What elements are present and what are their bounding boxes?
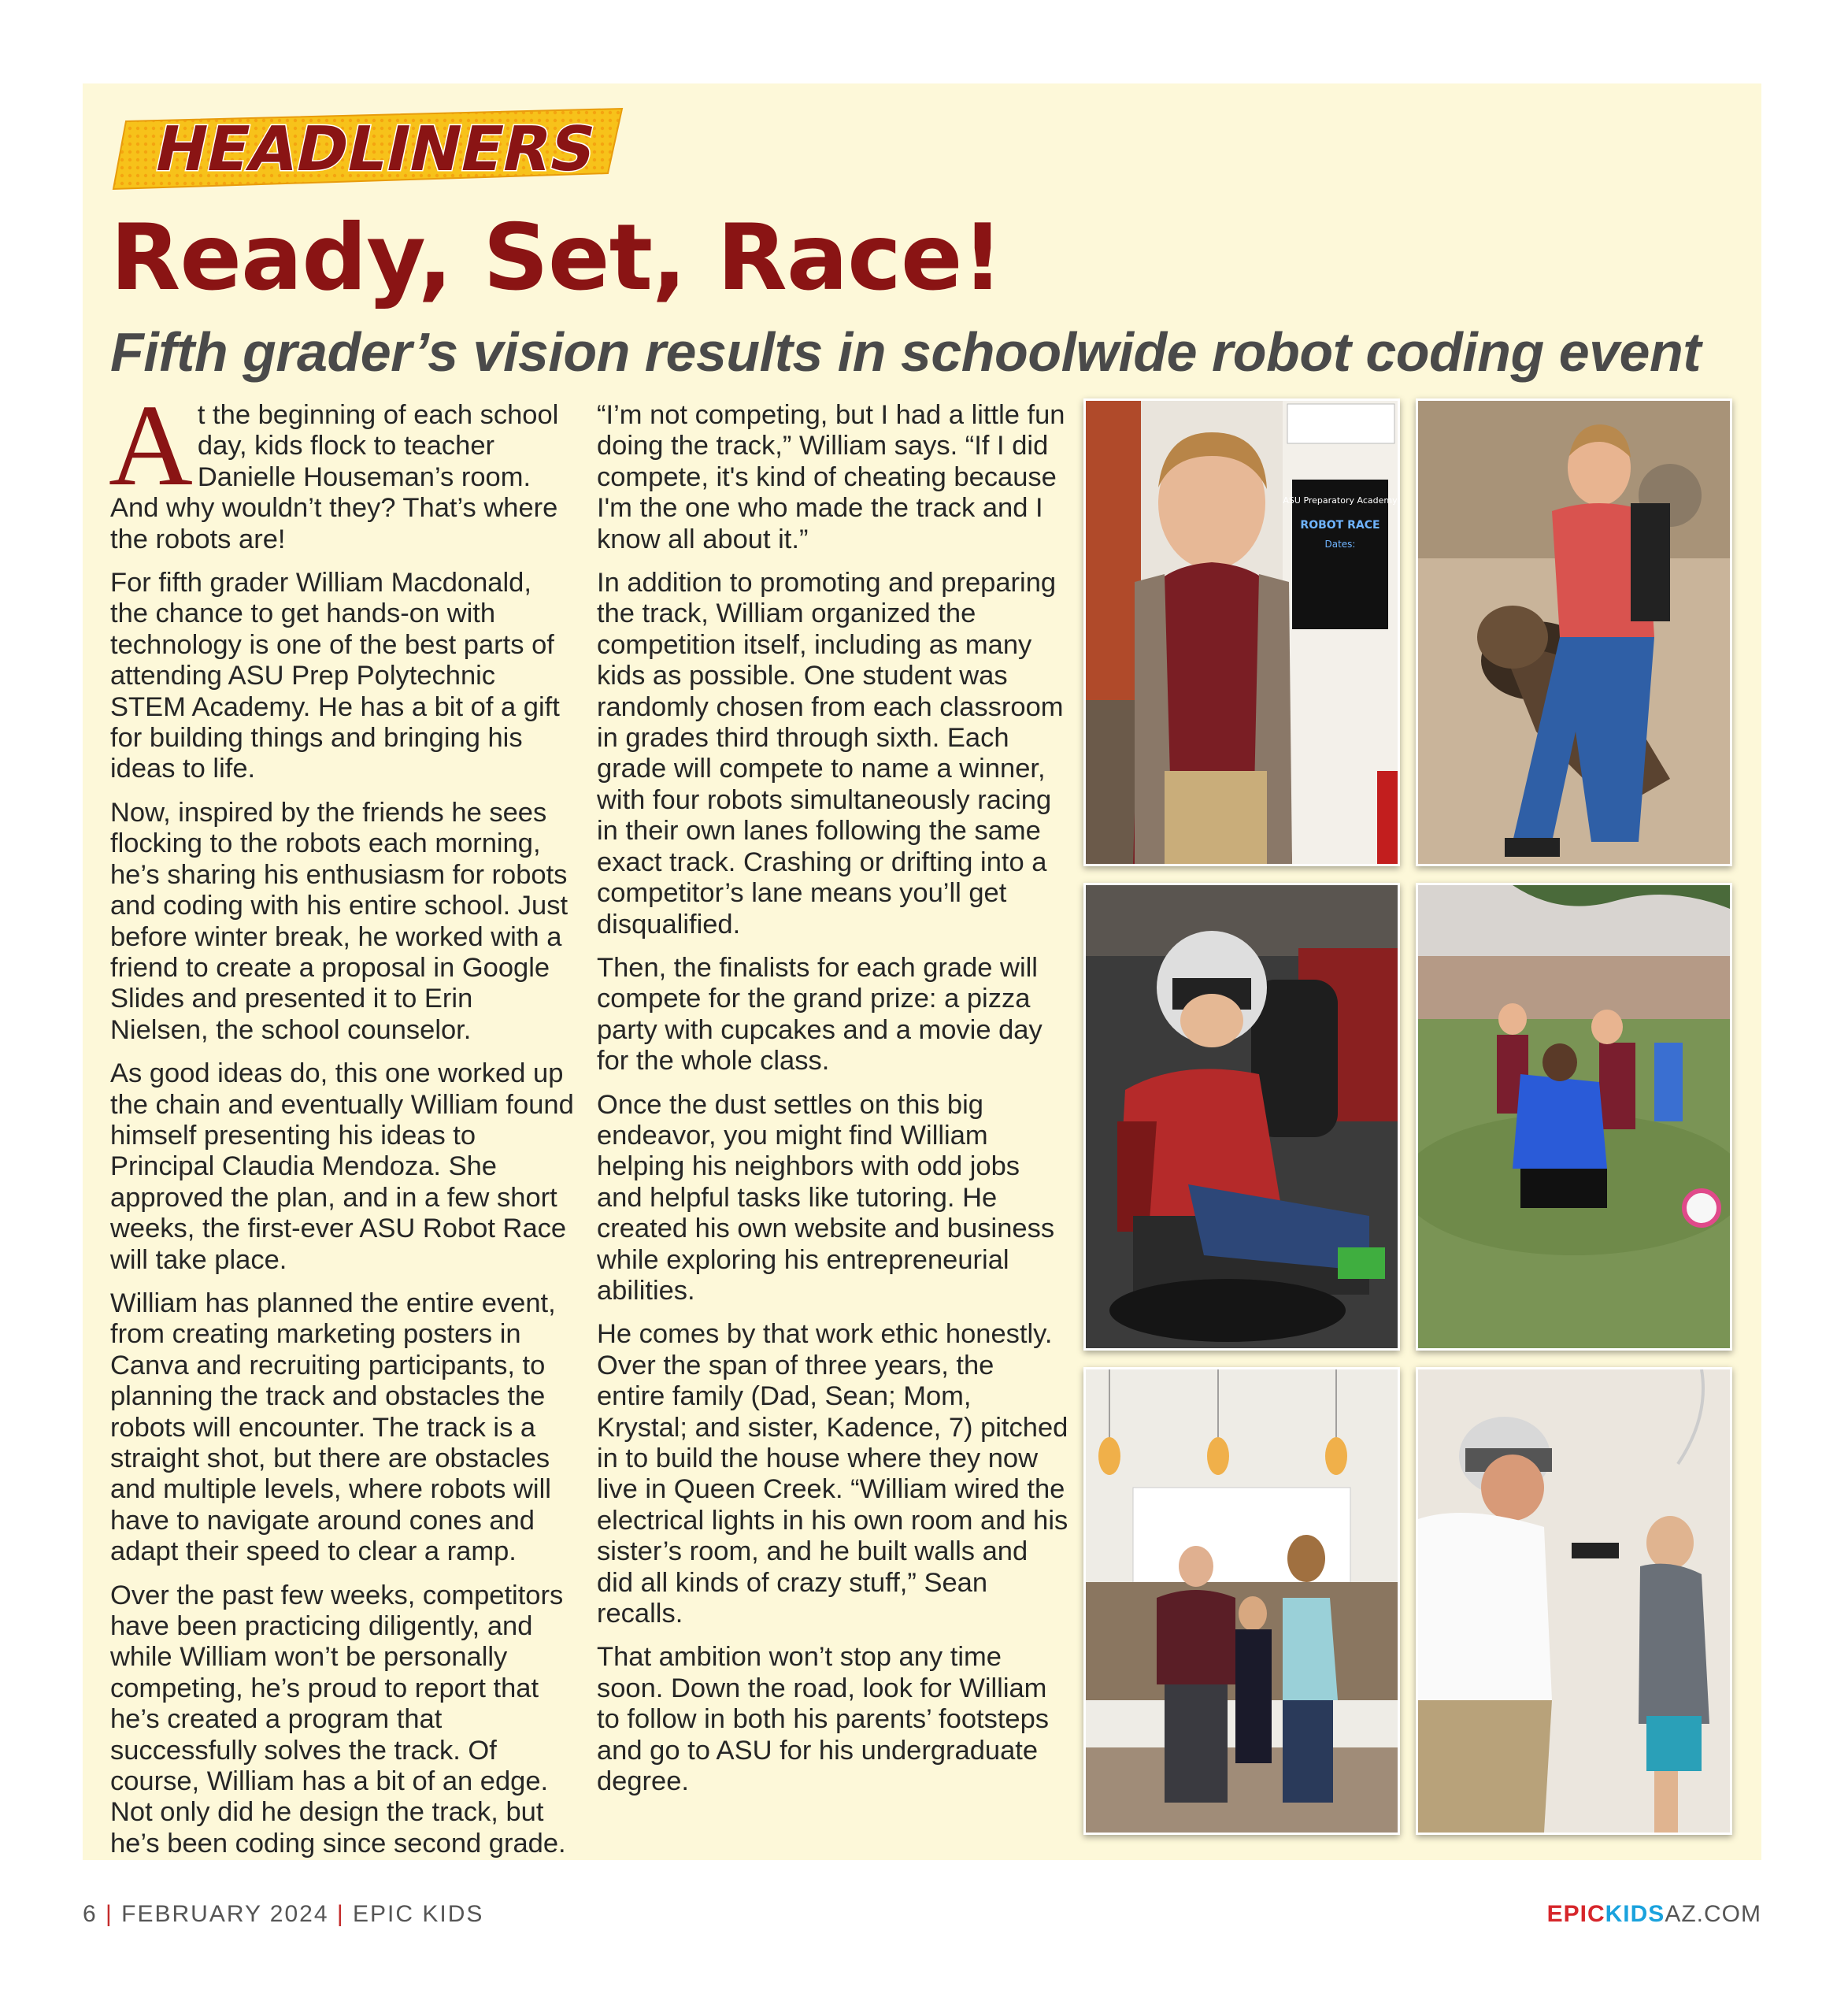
photo-soccer-game	[1416, 883, 1732, 1351]
photo-family-house	[1083, 1367, 1400, 1835]
svg-text:Dates:: Dates:	[1324, 539, 1356, 550]
photo-william-with-dog	[1416, 398, 1732, 866]
publication-name: EPIC KIDS	[353, 1901, 484, 1927]
paragraph: Over the past few weeks, competitors have been practicing diligently, and while William won’t be personally competing, he’s proud to report that he’s created a program that successfully solves the track. Of course, William has a bit of an edge. Not only did he design the track, but he’s been coding since second grade.	[110, 1580, 566, 1858]
photo-william-with-poster	[1083, 398, 1400, 866]
page-number: 6	[83, 1901, 98, 1927]
paragraph: William has planned the entire event, from creating marketing posters in Canva and recruiting participants, to planning the track and obstacles the robots will encounter. The track is a straight shot, but there are obstacles and multiple levels, where robots will have to navigate around cones and adapt their speed to clear a ramp.	[110, 1288, 556, 1567]
paragraph: As good ideas do, this one worked up the chain and eventually William found himself presenting his ideas to Principal Claudia Mendoza. She approved the plan, and in a few short weeks, the first-ever ASU Robot Race will take place.	[110, 1058, 574, 1275]
site-kids: KIDS	[1605, 1901, 1665, 1927]
paragraph: Then, the finalists for each grade will compete for the grand prize: a pizza party with cupcakes and a movie day for the whole class.	[597, 952, 1043, 1077]
page-title: Ready, Set, Race!	[110, 205, 1003, 311]
headliners-banner	[110, 101, 630, 197]
paragraph: For fifth grader William Macdonald, the chance to get hands-on with technology is one of the best parts of attending ASU Prep Polytechnic STEM Academy. He has a bit of a gift for building things and bringing his ideas to life.	[110, 568, 560, 784]
site-az: AZ.COM	[1665, 1901, 1761, 1927]
drop-cap: A	[109, 381, 193, 510]
photo-wiring-with-dad	[1416, 1367, 1732, 1835]
headliners-text: HEADLINERS	[148, 113, 603, 185]
article-column-1	[109, 381, 575, 1872]
site-epic: EPIC	[1546, 1901, 1605, 1927]
paragraph: At the beginning of each school day, kids flock to teacher Danielle Houseman’s room. And why wouldn’t they? That’s where the robots are!	[109, 381, 559, 554]
photo-william-go-kart	[1083, 883, 1400, 1351]
svg-text:ROBOT RACE: ROBOT RACE	[1300, 519, 1380, 532]
article-column-2	[597, 400, 1069, 1810]
issue-date: FEBRUARY 2024	[121, 1901, 329, 1927]
headliners-logo	[110, 101, 630, 197]
footer-issue-info: 6 | FEBRUARY 2024 | EPIC KIDS	[83, 1901, 484, 1927]
footer-website[interactable]	[1547, 1901, 1761, 1928]
page-subtitle: Fifth grader’s vision results in schoolwide robot coding event	[110, 321, 1702, 383]
paragraph: Once the dust settles on this big endeavor, you might find William helping his neighbors with odd jobs and helpful tasks like tutoring. He created his own website and business while exploring his entrepreneurial abilities.	[597, 1089, 1055, 1306]
svg-text:ASU Preparatory Academy: ASU Preparatory Academy	[1283, 495, 1398, 506]
paragraph: Now, inspired by the friends he sees flocking to the robots each morning, he’s sharing his enthusiasm for robots and coding with his entire school. Just before winter break, he worked with a friend to create a proposal in Google Slides and presented it to Erin Nielsen, the school counselor.	[110, 797, 568, 1045]
paragraph: That ambition won’t stop any time soon. Down the road, look for William to follow in both his parents’ footsteps and go to ASU for his undergraduate degree.	[597, 1642, 1050, 1797]
paragraph: “I’m not competing, but I had a little fun doing the track,” William says. “If I did compete, it's kind of cheating because I'm the one who made the track and I know all about it.”	[597, 400, 1065, 554]
paragraph: In addition to promoting and preparing the track, William organized the competition itself, including as many kids as possible. One student was randomly chosen from each classroom in grades third through sixth. Each grade will compete to name a winner, with four robots simultaneously racing in their own lanes following the same exact track. Crashing or drifting into a competitor’s lane means you’ll get disqualified.	[597, 568, 1064, 939]
paragraph: He comes by that work ethic honestly. Over the span of three years, the entire family (Dad, Sean; Mom, Krystal; and sister, Kadence, 7) pitched in to build the house where they now live in Queen Creek. “William wired the electrical lights in his own room and his sister’s room, and he built walls and did all kinds of crazy stuff,” Sean recalls.	[597, 1319, 1068, 1629]
